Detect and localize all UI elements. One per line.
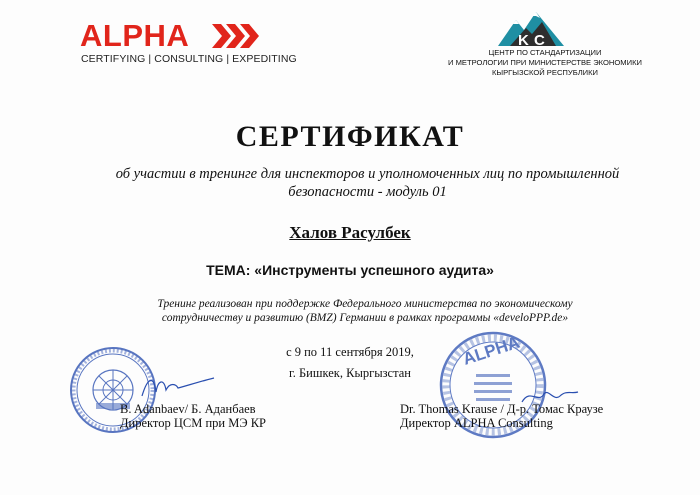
kc-org-line2: И МЕТРОЛОГИИ ПРИ МИНИСТЕРСТВЕ ЭКОНОМИКИ <box>448 58 642 67</box>
right-stamp-word: ALPHA <box>460 332 523 369</box>
kc-org-line1: ЦЕНТР ПО СТАНДАРТИЗАЦИИ <box>488 48 602 57</box>
training-topic: ТЕМА: «Инструменты успешного аудита» <box>206 262 494 278</box>
training-dates: с 9 по 11 сентября 2019, <box>286 345 414 359</box>
left-signature-scribble <box>138 372 218 402</box>
certificate-title: СЕРТИФИКАТ <box>235 120 465 153</box>
alpha-logo-wordmark: ALPHA <box>80 18 190 53</box>
left-signatory-position: Директор ЦСМ при МЭ КР <box>120 416 266 430</box>
alpha-chevrons-icon <box>212 24 260 48</box>
recipient-name: Халов Расулбек <box>289 223 411 242</box>
svg-text:C: C <box>534 32 545 48</box>
left-signatory-name: B. Adanbaev/ Б. Аданбаев <box>120 402 256 416</box>
kc-org-line3: КЫРГЫЗСКОЙ РЕСПУБЛИКИ <box>491 68 599 77</box>
kc-mountain-logo-icon <box>496 6 566 48</box>
support-statement: Тренинг реализован при поддержке Федерального министерства по экономическому сотрудничеству и развитию (BMZ) Германии в рамках программы «develoPPP.de» <box>157 298 573 324</box>
right-signatory-name: Dr. Thomas Krause / Д-р. Томас Краузе <box>400 402 604 416</box>
right-signatory-position: Директор ALPHA Consulting <box>400 416 553 430</box>
training-city: г. Бишкек, Кыргызстан <box>289 366 411 380</box>
svg-text:K: K <box>518 32 529 48</box>
alpha-logo-tagline: CERTIFYING | CONSULTING | EXPEDITING <box>81 53 297 65</box>
certificate-subtitle: об участии в тренинге для инспекторов и уполномоченных лиц по промышленной безопасности - модуль 01 <box>115 166 620 200</box>
kc-org-name <box>440 48 650 78</box>
